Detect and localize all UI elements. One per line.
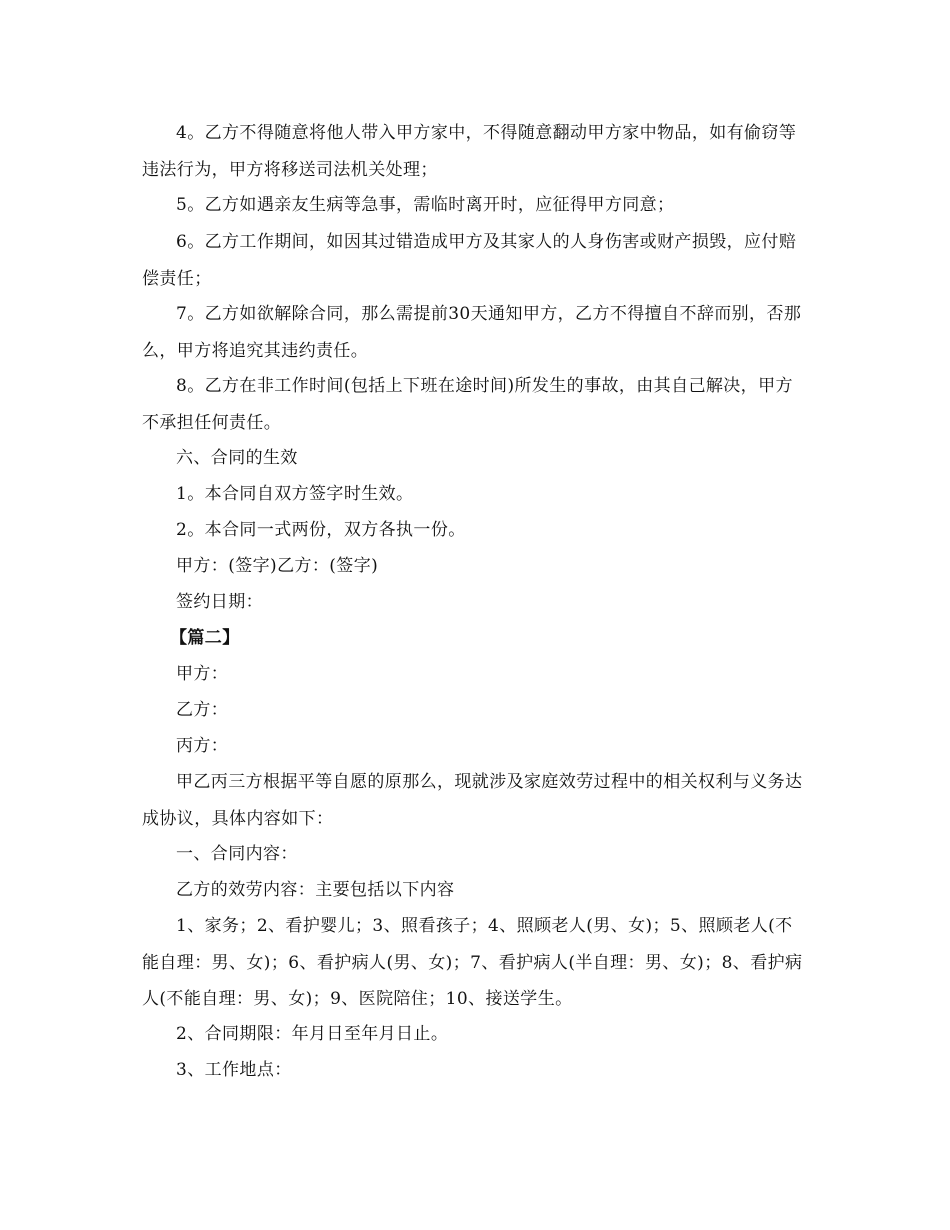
paragraph-work-location: 3、工作地点： — [176, 1060, 292, 1080]
paragraph-effect-2: 2。本合同一式两份，双方各执一份。 — [176, 520, 466, 540]
party-a-line: 甲方： — [176, 664, 229, 684]
section-heading-effect: 六、合同的生效 — [176, 448, 298, 468]
paragraph-service-content: 乙方的效劳内容：主要包括以下内容 — [176, 880, 455, 900]
paragraph-clause-5: 5。乙方如遇亲友生病等急事，需临时离开时，应征得甲方同意； — [176, 195, 675, 215]
signature-line: 甲方：(签字)乙方：(签字) — [176, 556, 379, 576]
signing-date-line: 签约日期： — [176, 592, 263, 612]
paragraph-clause-8: 8。乙方在非工作时间(包括上下班在途时间)所发生的事故，由其自己解决，甲方不承担任何责任。 — [142, 376, 793, 433]
paragraph-clause-6: 6。乙方工作期间，如因其过错造成甲方及其家人的人身伤害或财产损毁，应付赔偿责任； — [142, 232, 797, 289]
paragraph-effect-1: 1。本合同自双方签字时生效。 — [176, 484, 414, 504]
part-two-heading: 【篇二】 — [170, 628, 240, 648]
paragraph-clause-7: 7。乙方如欲解除合同，那么需提前30天通知甲方，乙方不得擅自不辞而别，否那么，甲方将追究其违约责任。 — [142, 304, 802, 361]
party-b-line: 乙方： — [176, 700, 229, 720]
party-c-line: 丙方： — [176, 736, 229, 756]
section-heading-content: 一、合同内容： — [176, 844, 298, 864]
paragraph-service-list: 1、家务；2、看护婴儿；3、照看孩子；4、照顾老人(男、女)；5、照顾老人(不能自理：男、女)；6、看护病人(男、女)；7、看护病人(半自理：男、女)；8、看护病人(不能自理：男、女)；9、医院陪住；10、接送学生。 — [142, 916, 803, 1009]
paragraph-agreement-intro: 甲乙丙三方根据平等自愿的原那么，现就涉及家庭效劳过程中的相关权利与义务达成协议，具体内容如下： — [142, 772, 803, 829]
paragraph-clause-4: 4。乙方不得随意将他人带入甲方家中，不得随意翻动甲方家中物品，如有偷窃等违法行为，甲方将移送司法机关处理； — [142, 123, 797, 180]
paragraph-contract-term: 2、合同期限：年月日至年月日止。 — [176, 1024, 449, 1044]
